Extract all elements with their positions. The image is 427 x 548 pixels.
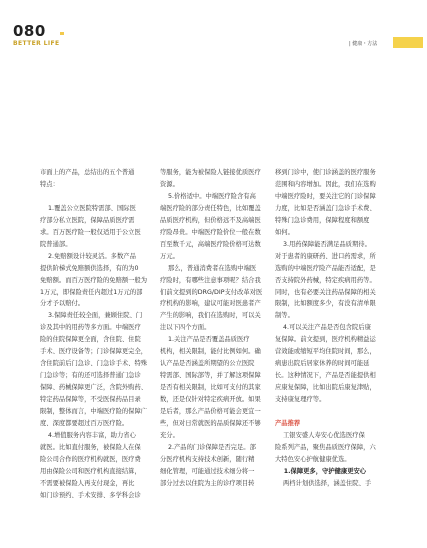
text-line: 院普通部。	[40, 240, 72, 248]
text-line: 疗险昂贵。中端医疗险价位一般在数	[160, 228, 261, 236]
text-line: 特殊门急诊费用，保障程度和额度	[275, 216, 370, 224]
text-line: 分医疗机构支持技术创新，随行精	[160, 455, 255, 463]
text-line: 否支持院外药械，特定疾病用药等。	[275, 276, 376, 284]
text-line	[40, 191, 155, 203]
text-line: 门急诊等；有的还可选择普通门急诊	[40, 372, 141, 380]
text-line: 复保障。前文提到，医疗机构精益运	[275, 336, 376, 344]
text-line: 2.免赔额设计较灵活。多数产品	[40, 252, 136, 260]
text-line: 产品推荐	[275, 420, 301, 428]
text-line: 不需要被保险人再支付现金，再比	[40, 479, 135, 487]
text-line: 范围和内容增加。因此，我们在选购	[275, 180, 376, 188]
text-line: 数，还是仅针对特定疾病开放。如果	[160, 396, 261, 404]
text-line: 营效能或缩短平均住院时间，那么，	[275, 348, 376, 356]
text-line: 支持康复理疗等。	[275, 396, 326, 404]
magazine-name: BETTER LIFE	[13, 40, 60, 47]
text-line: 含住院前后门急诊、门急诊手术、特殊	[40, 360, 148, 368]
article-column-3	[275, 167, 390, 490]
text-line: 4.可以关注产品是否包含院后康	[275, 324, 371, 332]
text-line: 险公司合作的医疗机构就医，医疗费	[40, 455, 141, 463]
text-line	[275, 406, 390, 418]
text-line: 如何。	[275, 228, 294, 236]
text-line: 手术、医疗设备等；门诊保障更完全，	[40, 348, 148, 356]
text-line: 选购的中端医疗险产品能否适配，是	[275, 264, 376, 272]
text-line: 市面上的产品，总结出的五个普通	[40, 169, 135, 176]
text-line: 注以下四个方面。	[160, 324, 211, 332]
article-column-2	[160, 167, 275, 490]
text-line: 免赔额。而百万医疗险的免赔额一般为	[40, 276, 148, 284]
section-tag: | 健康・方法	[349, 41, 378, 47]
text-line: 是后者，那么产品价格可能会更宜一	[160, 408, 261, 416]
text-line: 力度，比如是否涵盖门急诊手术费、	[275, 204, 376, 212]
text-line: 端医疗险的部分责任特色，比如覆盖	[160, 204, 261, 212]
text-line: 疗部分私立医院，保障品质医疗需	[40, 216, 135, 224]
text-line: 百至数千元，高端医疗险价格可达数	[160, 240, 261, 248]
text-line: 产生的影响，我们在选购时，可以关	[160, 312, 261, 320]
text-line: 部分过去以住院为主的诊疗项目转	[160, 479, 255, 487]
text-line: 应康复保障，比如出院后康复津贴，	[275, 384, 376, 392]
page-header	[0, 0, 427, 60]
text-line: 4.增值服务内容丰富，助力省心	[40, 431, 136, 439]
text-line: 诊及其中的用药等多方面。中端医疗	[40, 324, 141, 332]
text-line: 特点：	[40, 180, 59, 188]
text-line: 大特色安心护航健康优选。	[275, 455, 351, 463]
text-line: 疗机构的影响，建议可能对医患者产	[160, 300, 261, 308]
text-line: 用由保险公司和医疗机构直接结算，	[40, 467, 141, 475]
text-line: 同时，也有必要关注药品保障的相关	[275, 288, 376, 296]
text-line: 资源。	[160, 180, 179, 188]
text-line: 移到门诊中，使门诊涵盖的医疗服务	[275, 169, 376, 176]
text-line: 求。百万医疗险一般仅适用于公立医	[40, 228, 141, 236]
text-line: 品质医疗机构，但价格远不及高端医	[160, 216, 261, 224]
text-line: 中端医疗险时，要关注它的门诊保障	[275, 192, 376, 200]
text-line: 万元。	[160, 252, 179, 260]
text-line: 度、深度都要超过百万医疗险。	[40, 420, 129, 428]
text-line: 制等。	[275, 312, 294, 320]
text-line: 保障、药械保障更广泛，含院外购药、	[40, 384, 148, 392]
text-line: 细化管理，可能通过技术细分将一	[160, 467, 255, 475]
text-line: 机构，相关限制，能付比例如何。确	[160, 348, 261, 356]
text-line: 限制，整体而言，中端医疗险的保障广	[40, 408, 148, 416]
text-line: 限制，比如额度多少，有没有清单限	[275, 300, 376, 308]
article-column-1	[40, 167, 155, 502]
text-line: 险系列产品，聚焦品质医疗保障，六	[275, 443, 376, 451]
text-line: 认产品是否涵盖所期望的公立医院	[160, 360, 255, 368]
text-line: 特需部、国际部等，并了解这项保障	[160, 372, 261, 380]
text-line: 特定药品保障等，不受医保药品目录	[40, 396, 141, 404]
text-line: 分才予以赔付。	[40, 300, 85, 308]
text-line: 两档计划供选择，涵盖住院、手	[275, 479, 372, 487]
text-line: 1.覆盖公立医院特需部、国际医	[40, 204, 136, 212]
text-line: 1万元，即保险责任内超过1万元的部	[40, 288, 143, 296]
text-line: 们前文提到的DRG/DIP支付改革对医	[160, 288, 263, 296]
text-line: 3.用药保障能否满足品质期待。	[275, 240, 371, 248]
text-line: 提供阶梯式免赔额供选择，有的为0	[40, 264, 139, 272]
text-line: 等服务，能为被保险人链接优质医疗	[160, 169, 261, 176]
text-line: 如门诊预约、手术安排、多学科会诊	[40, 491, 141, 499]
text-line: 1.保障更多，守护健康更安心	[275, 467, 367, 475]
text-line: 1.关注产品是否覆盖品质医疗	[160, 336, 250, 344]
section-accent-bar	[393, 37, 423, 48]
text-line: 工银安盛人寿安心优选医疗保	[275, 431, 365, 439]
text-line: 充分。	[160, 431, 179, 439]
text-line: 疗险时，有哪些注意事项呢？结合我	[160, 276, 261, 284]
text-line: 病患出院后居家休养的时间可能延	[275, 360, 370, 368]
text-line: 就医。比如直付服务，被保险人在保	[40, 443, 141, 451]
text-line: 对于患者的康研药、进口药需求，所	[275, 252, 376, 260]
text-line: 那么，普通消费者在选购中端医	[160, 264, 257, 272]
text-line: 2.产品的门诊保障是否完足。部	[160, 443, 256, 451]
text-line: 5.价格适中。中端医疗险含有高	[160, 192, 256, 200]
text-line: 些，但对日常就医的品质保障还不够	[160, 420, 261, 428]
text-line: 长。这种情况下，产品是否能提供相	[275, 372, 376, 380]
page-number: 080	[13, 22, 46, 40]
text-line: 是否有相关限制，比如可支付的其家	[160, 384, 261, 392]
text-line: 险的住院保障更全面，含住院、住院	[40, 336, 141, 344]
page-number-accent	[60, 32, 64, 35]
text-line: 3.保障责任较全面，兼顾住院、门	[40, 312, 143, 320]
